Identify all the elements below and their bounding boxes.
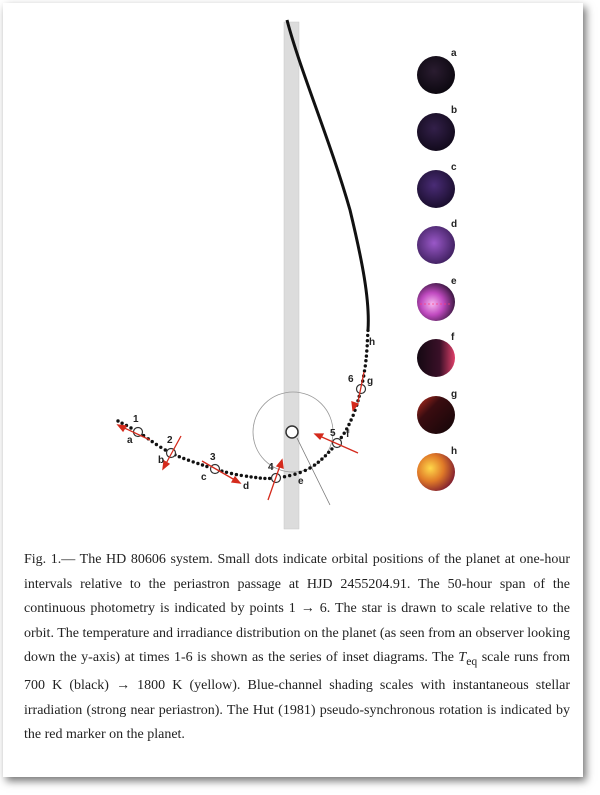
- planet-inset-c: [417, 170, 455, 208]
- planet-inset-b: [417, 113, 455, 151]
- hourly-dot: [254, 476, 257, 479]
- hourly-dot: [293, 473, 296, 476]
- periastron-line: [297, 438, 330, 505]
- orbit-letter-e: e: [298, 476, 304, 487]
- hourly-dot: [304, 469, 307, 472]
- planet-insets: [417, 56, 458, 491]
- figure-caption: [24, 548, 570, 748]
- orbit-letter-a: a: [127, 435, 133, 446]
- caption-text-2: scale runs from 700 K (black) → 1800 K (yellow). Blue-channel shading scales with instantaneous stellar irradiation (strong near periastron). The Hut (1981) pseudo-synchronous rotation is indicated by the red marker on the planet.: [24, 650, 570, 743]
- planet-inset-g: [417, 396, 455, 434]
- point-label-1: 1: [133, 414, 139, 425]
- hourly-dot: [205, 465, 208, 468]
- line-of-sight-band: [284, 22, 299, 529]
- hourly-dot: [327, 451, 330, 454]
- hourly-dot: [259, 476, 262, 479]
- hourly-dot: [365, 354, 368, 357]
- caption-fig-label: Fig. 1.—: [24, 552, 76, 567]
- hourly-dot: [299, 471, 302, 474]
- hourly-dot: [308, 466, 311, 469]
- hourly-dot: [187, 459, 190, 462]
- hourly-dot: [201, 463, 204, 466]
- hourly-dot: [364, 364, 367, 367]
- hourly-dot: [263, 477, 266, 480]
- hourly-dot: [120, 422, 123, 425]
- hourly-dot: [313, 463, 316, 466]
- hourly-dot: [352, 414, 355, 417]
- inset-label-g: g: [451, 389, 458, 400]
- inset-label-a: a: [451, 48, 457, 59]
- orbit-letter-f: f: [346, 429, 350, 440]
- point-label-3: 3: [210, 452, 216, 463]
- hourly-dot: [320, 457, 323, 460]
- hourly-dot: [192, 460, 195, 463]
- hourly-dot: [363, 369, 366, 372]
- inset-label-h: h: [451, 446, 458, 457]
- hourly-dot: [182, 457, 185, 460]
- hourly-dot: [225, 471, 228, 474]
- planet-inset-h: [417, 453, 455, 491]
- hourly-dot: [366, 329, 369, 332]
- inset-label-c: c: [451, 162, 457, 173]
- hourly-dot: [288, 474, 291, 477]
- hourly-dot: [283, 475, 286, 478]
- hourly-dot: [116, 419, 119, 422]
- inset-label-d: d: [451, 219, 458, 230]
- hourly-dot: [268, 477, 271, 480]
- teq-symbol: T: [458, 650, 467, 665]
- hourly-dot: [151, 440, 154, 443]
- hourly-dot: [240, 474, 243, 477]
- hourly-dot: [347, 423, 350, 426]
- point-label-6: 6: [348, 374, 354, 385]
- hourly-dot: [364, 359, 367, 362]
- caption-text-1: The HD 80606 system. Small dots indicate orbital positions of the planet at one-hour intervals relative to the periastron passage at HJD 2455204.91. The 50-hour span of the continuous photometry is indicated by points 1 → 6. The star is drawn to scale relative to the orbit. The temperature and irradiance distribution on the planet (as seen from an observer looking down the y-axis) at times 1-6 is shown as the series of inset diagrams. The: [24, 552, 570, 665]
- hourly-dot: [349, 418, 352, 421]
- hourly-dot: [330, 447, 333, 450]
- planet-inset-f: [417, 339, 455, 377]
- hourly-position-dots: [116, 329, 369, 480]
- hourly-dot: [159, 446, 162, 449]
- hourly-dot: [129, 426, 132, 429]
- hourly-dot: [324, 454, 327, 457]
- orbit-letter-d: d: [243, 481, 250, 492]
- planet-inset-a: [417, 56, 455, 94]
- point-label-2: 2: [167, 435, 173, 446]
- rotation-markers: [118, 372, 364, 500]
- orbit-letter-h: h: [369, 337, 376, 348]
- inset-label-b: b: [451, 105, 458, 116]
- point-label-4: 4: [268, 462, 274, 473]
- hourly-dot: [365, 349, 368, 352]
- hourly-dot: [155, 443, 158, 446]
- hourly-dot: [249, 475, 252, 478]
- orbit-letter-b: b: [158, 455, 165, 466]
- hourly-dot: [245, 475, 248, 478]
- planet-inset-d: [417, 226, 455, 264]
- hourly-dot: [230, 472, 233, 475]
- hourly-dot: [340, 436, 343, 439]
- hourly-dot: [178, 455, 181, 458]
- planet-inset-e: [417, 283, 455, 321]
- orbit-letter-g: g: [367, 376, 374, 387]
- teq-subscript: eq: [466, 654, 478, 668]
- point-label-5: 5: [330, 428, 336, 439]
- hourly-dot: [196, 462, 199, 465]
- hourly-dot: [317, 461, 320, 464]
- orbit-letter-c: c: [201, 472, 207, 483]
- star: [286, 426, 298, 438]
- inset-label-f: f: [451, 332, 455, 343]
- inset-label-e: e: [451, 276, 457, 287]
- hourly-dot: [235, 473, 238, 476]
